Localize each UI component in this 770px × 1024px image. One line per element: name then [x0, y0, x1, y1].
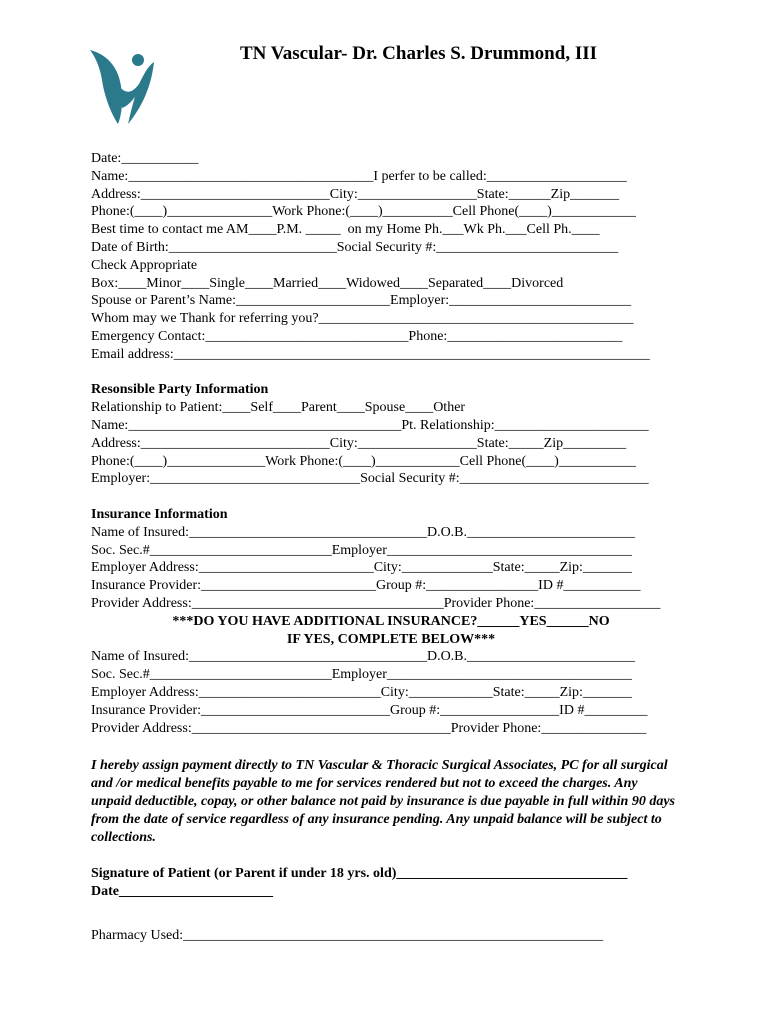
insurance-provider-field[interactable]: Insurance Provider:_________________________Group #:________________ID #___________: [91, 578, 641, 594]
dob-ssn-field[interactable]: Date of Birth:________________________Social Security #:__________________________: [91, 239, 619, 255]
contact-time-field[interactable]: Best time to contact me AM____P.M. _____ on my Home Ph.___Wk Ph.___Cell Ph.____: [91, 222, 600, 238]
employer-address-field[interactable]: Employer Address:_________________________City:_____________State:_____Zip:_______: [91, 560, 632, 576]
marital-status-field[interactable]: Box:____Minor____Single____Married____Widowed____Separated____Divorced: [91, 275, 564, 291]
responsible-party-heading: Resonsible Party Information: [91, 382, 269, 398]
additional-insurance-question[interactable]: ***DO YOU HAVE ADDITIONAL INSURANCE?______YES______NO: [172, 613, 610, 629]
email-field[interactable]: Email address:____________________________________________________________________: [91, 346, 650, 362]
relationship-field[interactable]: Relationship to Patient:____Self____Parent____Spouse____Other: [91, 400, 466, 416]
insurance-heading: Insurance Information: [91, 506, 228, 522]
date-field[interactable]: Date:___________: [91, 151, 199, 166]
secondary-insurance-provider-field[interactable]: Insurance Provider:___________________________Group #:_________________ID #_________: [91, 702, 648, 718]
name-field[interactable]: Name:___________________________________I perfer to be called:____________________: [91, 168, 627, 184]
registration-form: [91, 150, 691, 945]
payment-assignment-paragraph: I hereby assign payment directly to TN Vascular & Thoracic Surgical Associates, PC for all surgical and /or medical benefits payable to me for services rendered but not to exceed the charges. Any unpaid deductible, copay, or other balance not paid by insurance is due payable in full within 90 days from the date of service regardless of any insurance pending. Any unpaid balance will be subject to collections.: [91, 758, 676, 846]
provider-address-field[interactable]: Provider Address:____________________________________Provider Phone:__________________: [91, 595, 661, 611]
secondary-employer-address-field[interactable]: Employer Address:__________________________City:____________State:_____Zip:_______: [91, 684, 632, 700]
insurance-section: [91, 506, 691, 737]
patient-section: [91, 150, 691, 364]
insured-ssn-field[interactable]: Soc. Sec.#__________________________Employer___________________________________: [91, 542, 632, 558]
secondary-ssn-field[interactable]: Soc. Sec.#__________________________Employer___________________________________: [91, 667, 632, 683]
responsible-party-section: [91, 381, 691, 488]
check-appropriate-label: Check Appropriate: [91, 257, 198, 273]
secondary-insured-name-field[interactable]: Name of Insured:__________________________________D.O.B.________________________: [91, 649, 636, 665]
person-figure-logo-icon: [88, 46, 166, 126]
address-field[interactable]: Address:___________________________City:_________________State:______Zip_______: [91, 186, 620, 202]
emergency-contact-field[interactable]: Emergency Contact:_____________________________Phone:_________________________: [91, 328, 623, 344]
signature-date-field[interactable]: Date______________________: [91, 884, 273, 900]
rp-name-field[interactable]: Name:_______________________________________Pt. Relationship:______________________: [91, 417, 649, 433]
secondary-provider-address-field[interactable]: Provider Address:_____________________________________Provider Phone:_______________: [91, 720, 647, 736]
spouse-employer-field[interactable]: Spouse or Parent’s Name:______________________Employer:__________________________: [91, 293, 632, 309]
phone-field[interactable]: Phone:(____)_______________Work Phone:(____)__________Cell Phone(____)____________: [91, 204, 636, 220]
referral-field[interactable]: Whom may we Thank for referring you?_____________________________________________: [91, 311, 634, 327]
page-title: TN Vascular- Dr. Charles S. Drummond, III: [240, 43, 598, 64]
rp-address-field[interactable]: Address:___________________________City:_________________State:_____Zip_________: [91, 435, 627, 451]
signature-field[interactable]: Signature of Patient (or Parent if under 18 yrs. old)_________________________________: [91, 866, 628, 882]
rp-phone-field[interactable]: Phone:(____)______________Work Phone:(____)____________Cell Phone(____)___________: [91, 453, 636, 469]
pharmacy-field[interactable]: Pharmacy Used:____________________________________________________________: [91, 928, 604, 944]
rp-employer-field[interactable]: Employer:______________________________Social Security #:___________________________: [91, 471, 649, 487]
insured-name-field[interactable]: Name of Insured:__________________________________D.O.B.________________________: [91, 524, 636, 540]
additional-insurance-instruction: IF YES, COMPLETE BELOW***: [286, 631, 496, 647]
